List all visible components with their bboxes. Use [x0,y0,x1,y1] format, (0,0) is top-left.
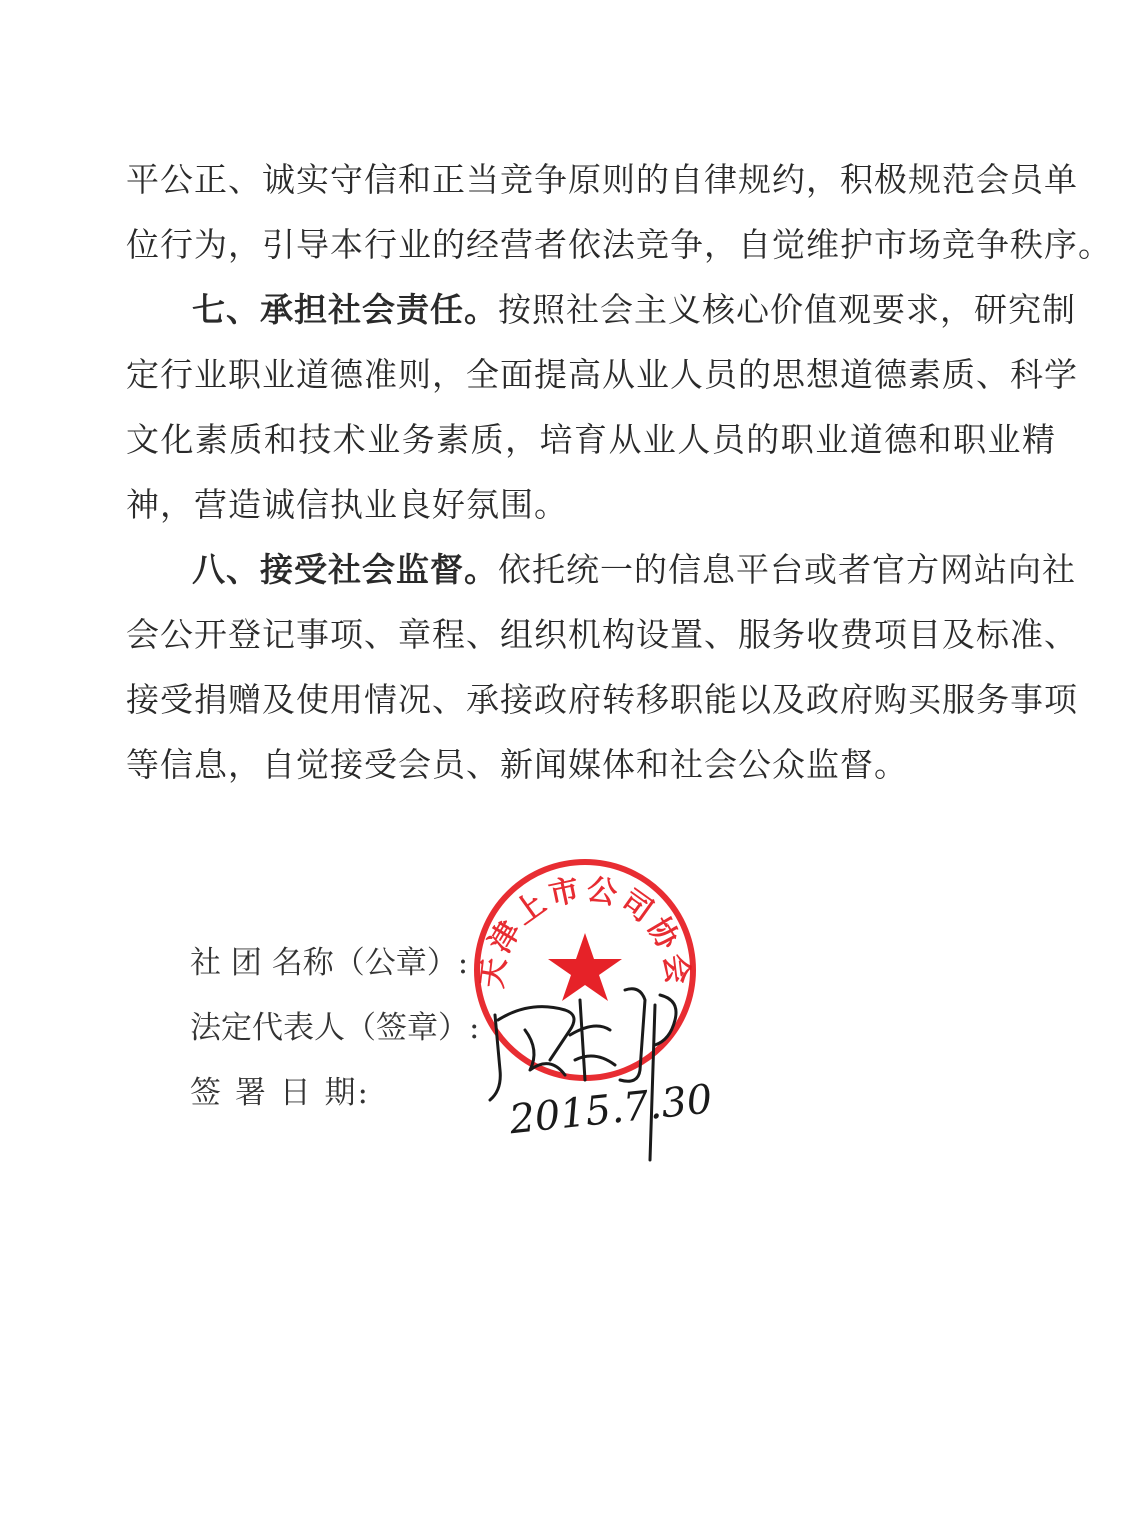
paragraph-line-3: 定行业职业道德准则，全面提高从业人员的思想道德素质、科学 [126,355,1078,394]
sign-date-label: 签 署 日 期: [190,1075,371,1111]
section-8-text: 依托统一的信息平台或者官方网站向社 [498,550,1076,589]
section-7-first-line [192,290,1076,330]
paragraph-line-8: 等信息，自觉接受会员、新闻媒体和社会公众监督。 [126,745,908,784]
section-8-first-line [192,550,1076,590]
handwritten-date: 2015.7.30 [507,1076,715,1144]
seal-text: 天津上市公司协会 [474,871,696,991]
paragraph-line-5: 神，营造诚信执业良好氛围。 [126,485,568,524]
paragraph-line-2: 位行为，引导本行业的经营者依法竞争，自觉维护市场竞争秩序。 [126,225,1112,264]
paragraph-line-4: 文化素质和技术业务素质，培育从业人员的职业道德和职业精 [126,420,1056,459]
legal-rep-label: 法定代表人（签章）: [190,1010,480,1046]
section-7-text: 按照社会主义核心价值观要求，研究制 [498,290,1076,329]
paragraph-line-7: 接受捐赠及使用情况、承接政府转移职能以及政府购买服务事项 [126,680,1078,719]
handwritten-signature [470,960,730,1170]
section-7-heading: 七、承担社会责任。 [192,290,498,329]
paragraph-line-6: 会公开登记事项、章程、组织机构设置、服务收费项目及标准、 [126,615,1078,654]
org-name-label: 社 团 名称（公章）: [190,945,469,981]
section-8-heading: 八、接受社会监督。 [192,550,498,589]
paragraph-line-1: 平公正、诚实守信和正当竞争原则的自律规约，积极规范会员单 [126,160,1078,199]
